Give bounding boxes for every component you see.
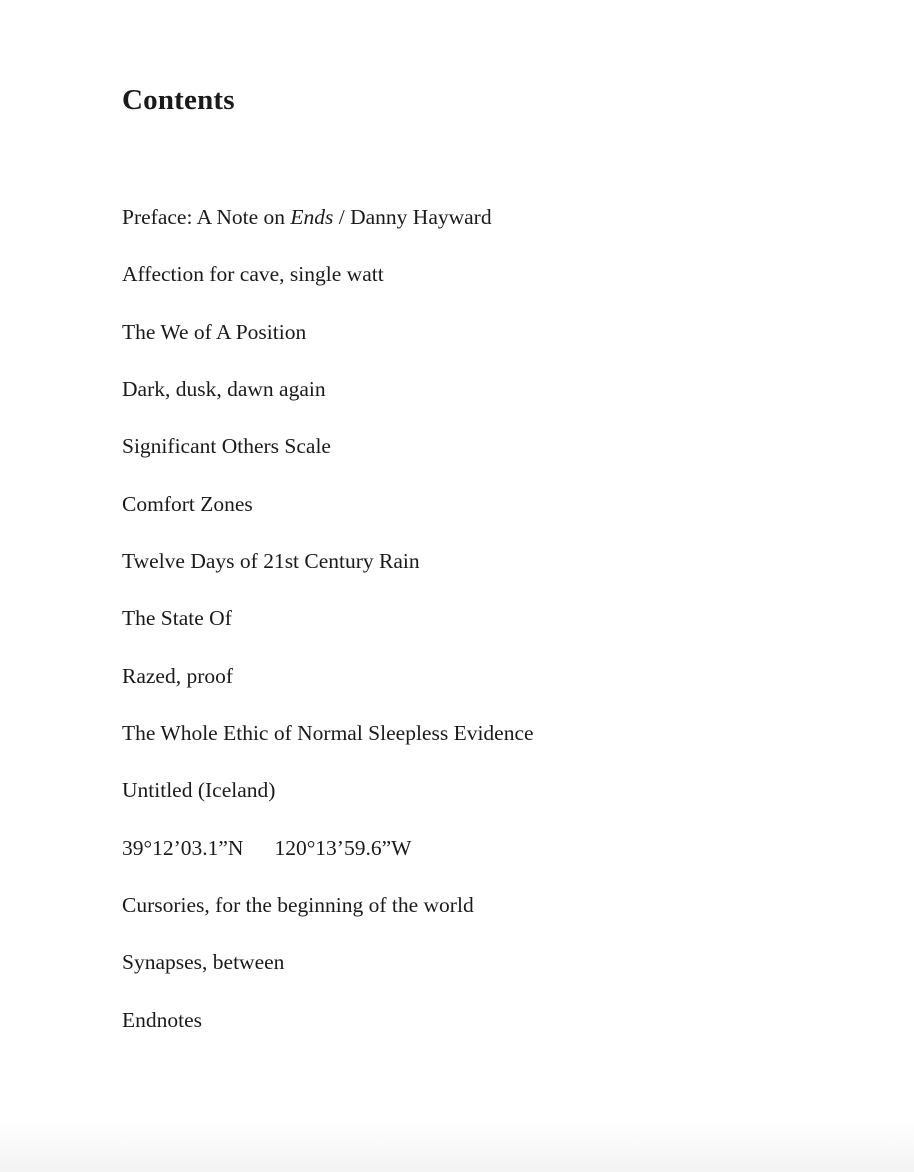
contents-heading: Contents (122, 84, 235, 116)
toc-entry: Endnotes (122, 1007, 203, 1032)
toc-entry: The Whole Ethic of Normal Sleepless Evidence (122, 721, 534, 746)
toc-entry: Significant Others Scale (122, 434, 331, 459)
toc-entry: Comfort Zones (122, 491, 253, 516)
toc-entry: Affection for cave, single watt (122, 262, 384, 287)
toc-entry-preface (122, 200, 534, 257)
preface-prefix: Preface: A Note on (122, 205, 291, 229)
coordinates-latitude: 39°12’03.1”N (122, 835, 244, 860)
toc-entry: Synapses, between (122, 950, 285, 975)
toc-entry: The State Of (122, 606, 232, 631)
toc-entry: Twelve Days of 21st Century Rain (122, 549, 420, 574)
toc-entry: Razed, proof (122, 663, 234, 688)
toc-entry-coordinates (122, 831, 534, 888)
preface-italic-title: Ends (290, 205, 334, 229)
preface-suffix: / Danny Hayward (333, 205, 492, 229)
toc-entry: Cursories, for the beginning of the world (122, 893, 474, 918)
coordinates-longitude: 120°13’59.6”W (274, 835, 412, 860)
toc-entry: The We of A Position (122, 319, 307, 344)
table-of-contents (122, 200, 534, 1060)
toc-entry: Untitled (Iceland) (122, 778, 276, 803)
toc-entry: Dark, dusk, dawn again (122, 377, 326, 402)
